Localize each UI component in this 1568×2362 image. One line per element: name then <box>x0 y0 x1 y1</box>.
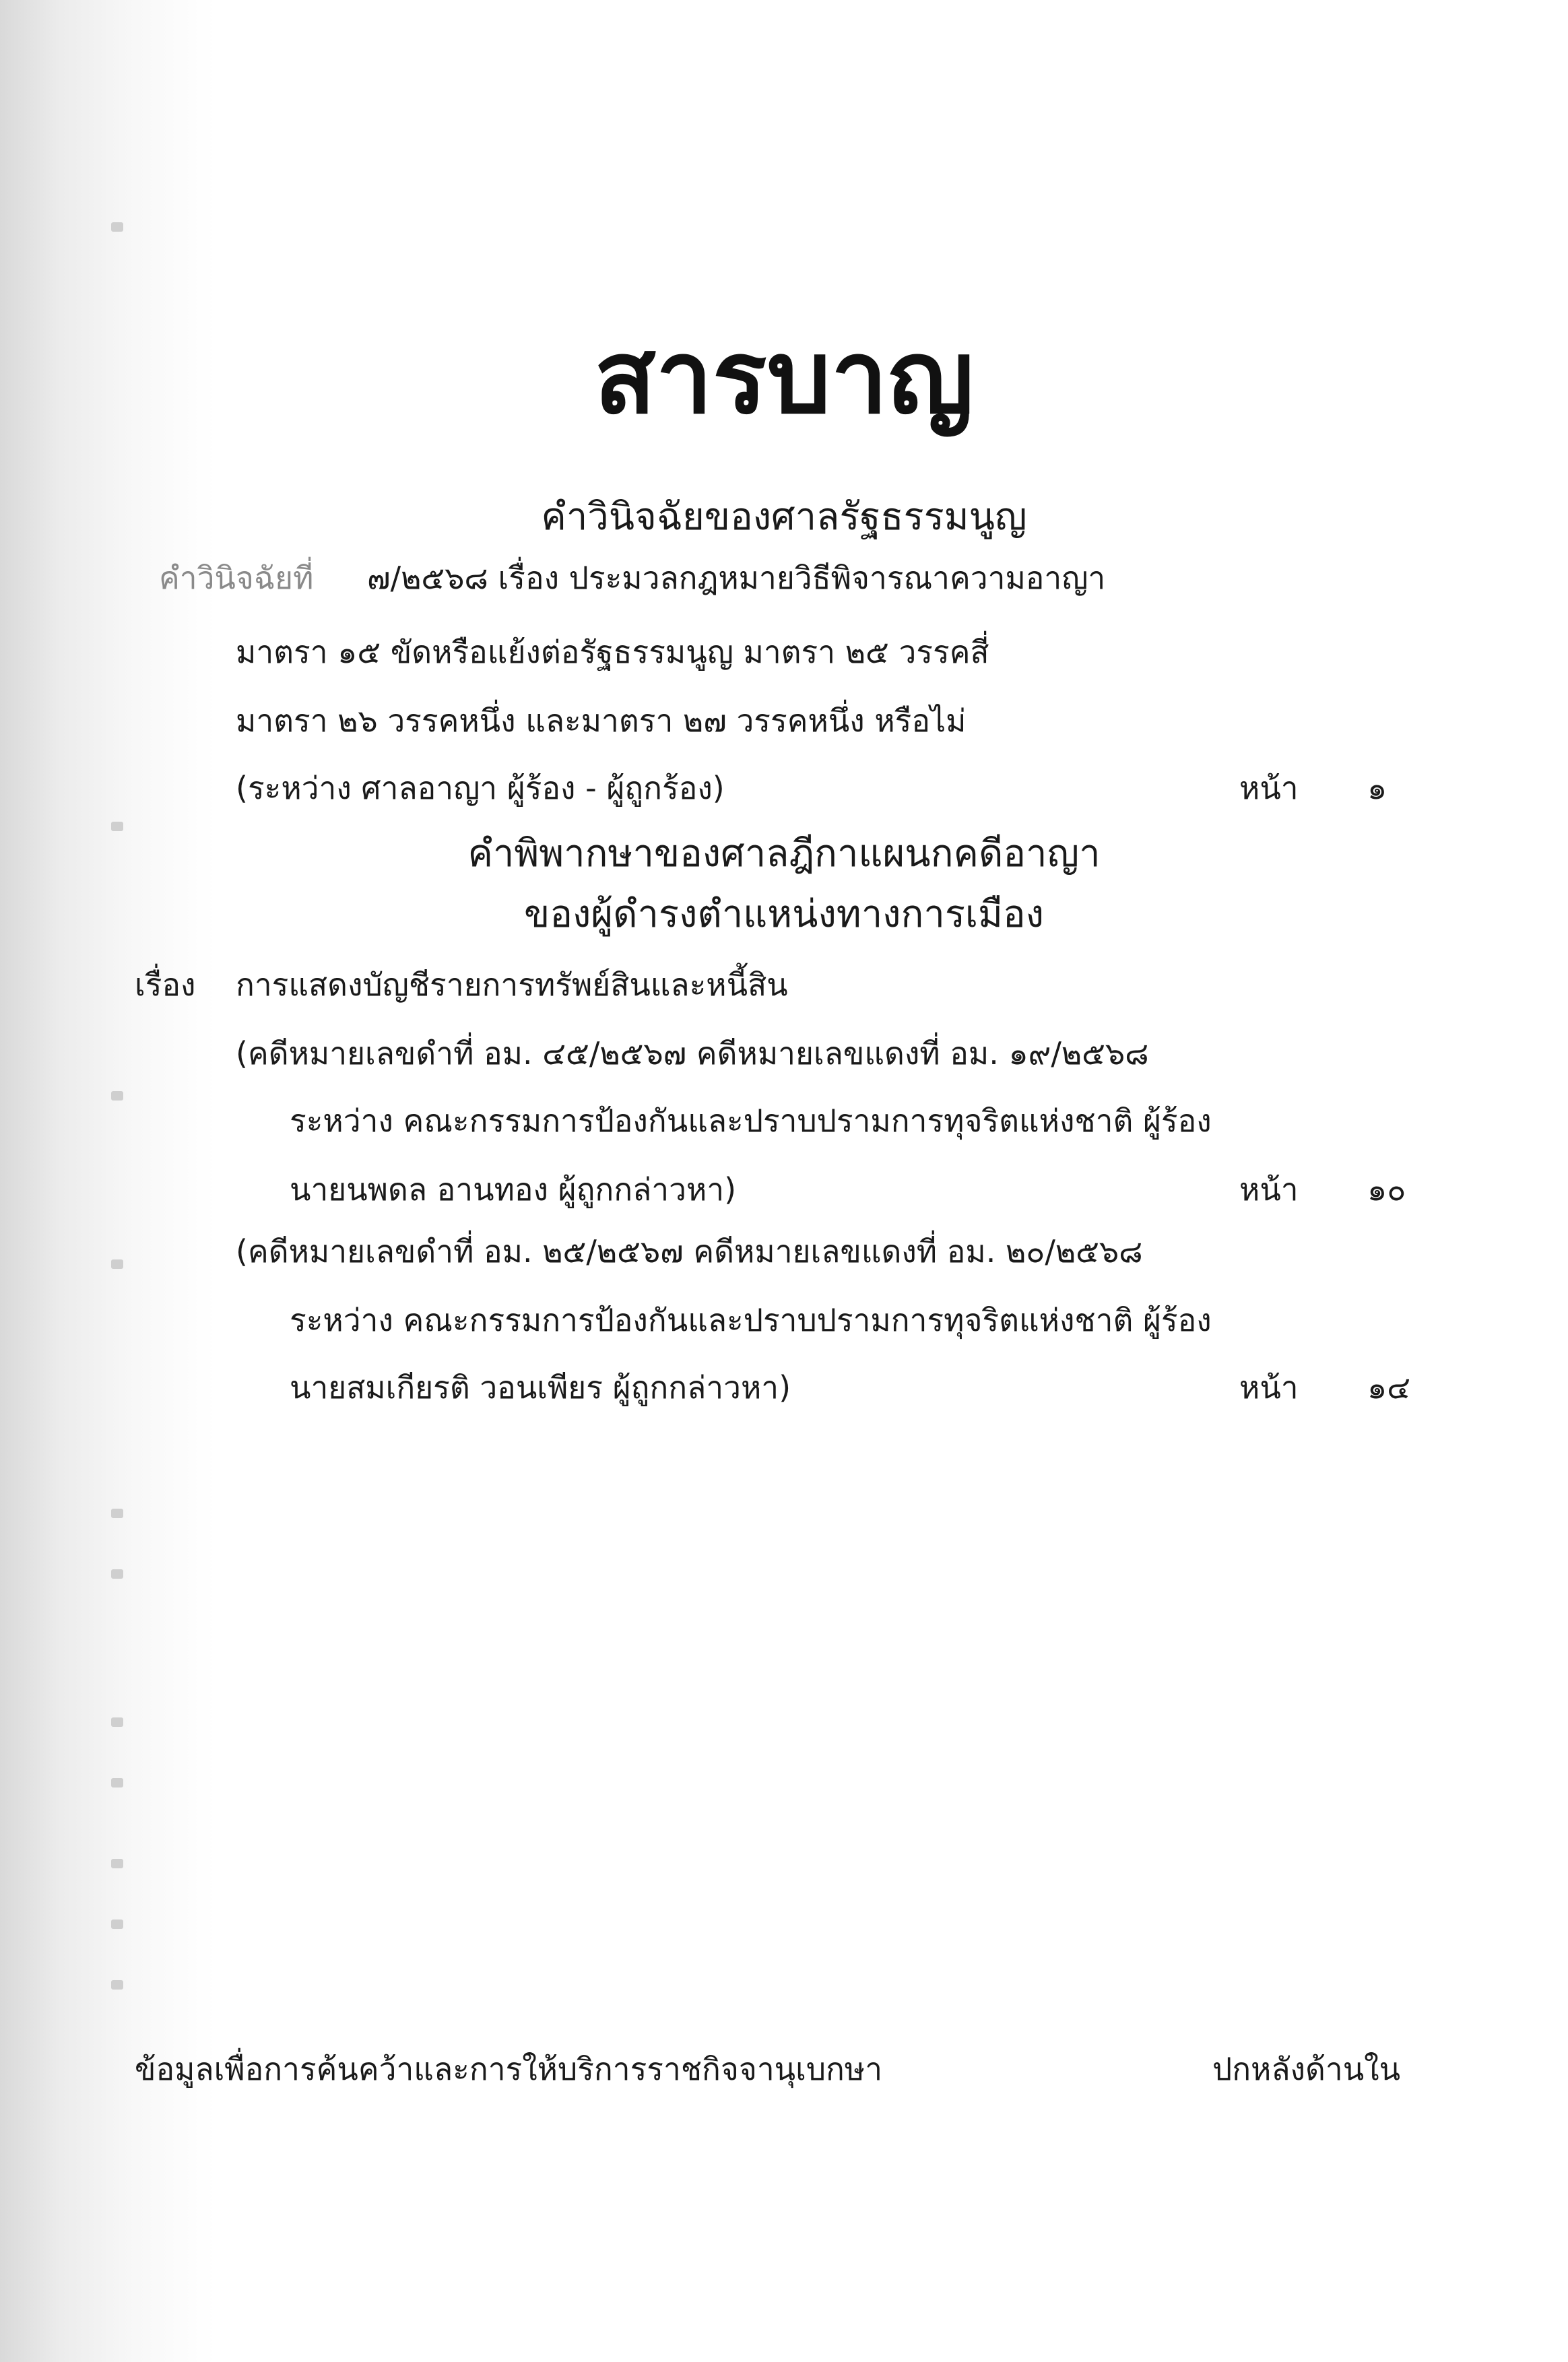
bleed-mark <box>111 1259 123 1269</box>
case1-line3: นายนพดล อานทอง ผู้ถูกกล่าวหา) <box>290 1171 737 1208</box>
case1-page-number: ๑๐ <box>1367 1171 1406 1208</box>
bleed-mark <box>111 822 123 831</box>
footer-source: ข้อมูลเพื่อการค้นคว้าและการให้บริการราชกิจจานุเบกษา <box>135 2051 883 2087</box>
case2-line1: (คดีหมายเลขดำที่ อม. ๒๕/๒๕๖๗ คดีหมายเลขแดงที่ อม. ๒๐/๒๕๖๘ <box>236 1233 1143 1270</box>
section2-heading-line1: คำพิพากษาของศาลฎีกาแผนกคดีอาญา <box>467 832 1101 876</box>
bleed-mark <box>111 1980 123 1990</box>
bleed-mark <box>111 1920 123 1929</box>
case2-line3: นายสมเกียรติ วอนเพียร ผู้ถูกกล่าวหา) <box>290 1369 791 1406</box>
entry1-line4: (ระหว่าง ศาลอาญา ผู้ร้อง - ผู้ถูกร้อง) <box>236 770 725 806</box>
entry1-page-number: ๑ <box>1367 770 1387 806</box>
bleed-mark <box>111 222 123 232</box>
bleed-mark <box>111 1778 123 1787</box>
bleed-mark <box>111 1717 123 1727</box>
case2-page-number: ๑๔ <box>1367 1369 1411 1406</box>
bleed-mark <box>111 1569 123 1579</box>
entry1-line1: ๗/๒๕๖๘ เรื่อง ประมวลกฎหมายวิธีพิจารณาความอาญา <box>367 560 1106 596</box>
case2-page-label: หน้า <box>1239 1369 1299 1406</box>
entry1-line3: มาตรา ๒๖ วรรคหนึ่ง และมาตรา ๒๗ วรรคหนึ่ง หรือไม่ <box>236 702 967 739</box>
footer-page-position: ปกหลังด้านใน <box>1212 2051 1401 2087</box>
section2-subject-label: เรื่อง <box>135 966 196 1003</box>
section2-heading-line2: ของผู้ดำรงตำแหน่งทางการเมือง <box>524 892 1044 936</box>
bleed-mark <box>111 1509 123 1518</box>
case1-line2: ระหว่าง คณะกรรมการป้องกันและปราบปรามการทุจริตแห่งชาติ ผู้ร้อง <box>290 1103 1212 1139</box>
case1-line1: (คดีหมายเลขดำที่ อม. ๔๕/๒๕๖๗ คดีหมายเลขแดงที่ อม. ๑๙/๒๕๖๘ <box>236 1035 1149 1072</box>
entry1-line2: มาตรา ๑๕ ขัดหรือแย้งต่อรัฐธรรมนูญ มาตรา ๒๕ วรรคสี่ <box>236 634 989 670</box>
case1-page-label: หน้า <box>1239 1171 1299 1208</box>
entry1-page-label: หน้า <box>1239 770 1299 806</box>
case2-line2: ระหว่าง คณะกรรมการป้องกันและปราบปรามการทุจริตแห่งชาติ ผู้ร้อง <box>290 1302 1212 1338</box>
section1-heading: คำวินิจฉัยของศาลรัฐธรรมนูญ <box>541 495 1027 539</box>
page-title: สารบาญ <box>594 318 974 436</box>
section2-subject: การแสดงบัญชีรายการทรัพย์สินและหนี้สิน <box>236 966 788 1003</box>
bleed-mark <box>111 1859 123 1868</box>
bleed-mark <box>111 1091 123 1101</box>
entry1-prefix: คำวินิจฉัยที่ <box>159 560 314 596</box>
